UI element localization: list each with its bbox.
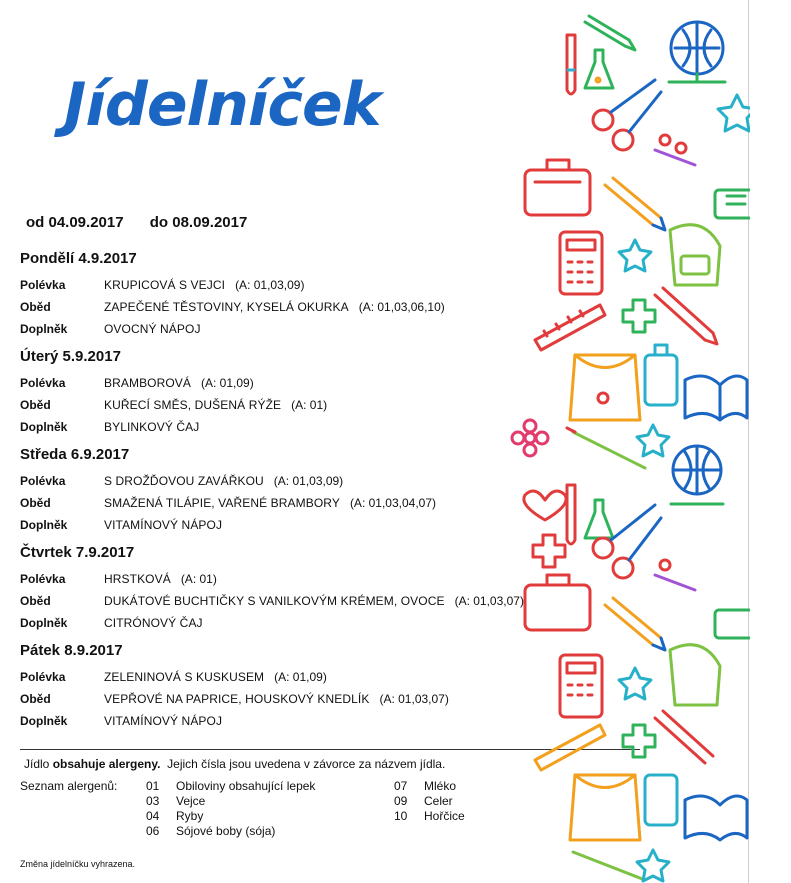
meal-type: Doplněk <box>20 322 68 336</box>
meal-row <box>20 688 580 710</box>
star-icon <box>637 850 669 881</box>
day-heading: Pátek 8.9.2017 <box>20 642 123 659</box>
plus-icon <box>533 535 565 567</box>
note-prefix: Jídlo <box>24 757 53 771</box>
glue-bottle-icon <box>645 775 677 825</box>
day-block <box>20 542 580 634</box>
meal-dish: DUKÁTOVÉ BUCHTIČKY S VANILKOVÝM KRÉMEM, OVOCE <box>104 594 445 608</box>
book-icon <box>685 376 747 420</box>
meal-row <box>20 274 580 296</box>
flower-icon <box>512 420 548 456</box>
backpack-icon <box>670 225 720 285</box>
date-from: od 04.09.2017 <box>26 214 124 231</box>
globe-icon <box>669 22 725 82</box>
meal-allergens: (A: 01,03,09) <box>235 278 305 292</box>
test-tube-icon <box>567 35 575 94</box>
meal-dish: VITAMÍNOVÝ NÁPOJ <box>104 518 223 532</box>
day-heading: Středa 6.9.2017 <box>20 446 130 463</box>
briefcase-icon <box>525 575 590 630</box>
star-icon <box>637 425 669 456</box>
footer-note: Změna jídelníčku vyhrazena. <box>20 859 136 869</box>
meal-dish: OVOCNÝ NÁPOJ <box>104 322 201 336</box>
paintbrush-icon <box>567 428 645 468</box>
meal-dish: BYLINKOVÝ ČAJ <box>104 420 200 434</box>
meal-dish: BRAMBOROVÁ <box>104 376 192 390</box>
meal-type: Oběd <box>20 398 51 412</box>
day-block <box>20 640 580 732</box>
school-doodle-decoration <box>505 0 750 883</box>
meal-row <box>20 710 580 732</box>
meal-type: Polévka <box>20 670 66 684</box>
eraser-icon <box>715 190 750 218</box>
briefcase-icon <box>525 160 590 215</box>
allergen-name: Celer <box>424 794 453 808</box>
meal-row <box>20 492 580 514</box>
allergen-num: 06 <box>146 824 160 838</box>
allergen-list-label: Seznam alergenů: <box>20 779 118 793</box>
allergen-name: Ryby <box>176 809 204 823</box>
meal-type: Polévka <box>20 572 66 586</box>
ruler-icon <box>535 305 605 350</box>
allergen-column <box>394 779 465 824</box>
flask-icon <box>585 500 613 538</box>
pencil-icon <box>655 711 713 763</box>
meal-type: Oběd <box>20 594 51 608</box>
meal-dish: VEPŘOVÉ NA PAPRICE, HOUSKOVÝ KNEDLÍK <box>104 692 370 706</box>
date-range <box>26 214 247 231</box>
pencil-icon <box>655 288 717 344</box>
star-icon <box>718 95 750 131</box>
meal-allergens: (A: 01,03,04,07) <box>349 496 436 510</box>
meal-type: Doplněk <box>20 714 68 728</box>
allergen-num: 01 <box>146 779 160 793</box>
note-rest: Jejich čísla jsou uvedena v závorce za názvem jídla. <box>160 757 446 771</box>
pencil-icon <box>585 16 635 50</box>
meal-row <box>20 318 580 340</box>
meal-dish: KUŘECÍ SMĚS, DUŠENÁ RÝŽE <box>104 398 282 412</box>
meal-type: Oběd <box>20 496 51 510</box>
heart-icon <box>524 491 566 520</box>
meal-allergens: (A: 01,03,06,10) <box>358 300 445 314</box>
eraser-icon <box>715 610 750 638</box>
meal-allergens: (A: 01,03,07) <box>379 692 449 706</box>
day-heading: Čtvrtek 7.9.2017 <box>20 544 135 561</box>
meal-type: Doplněk <box>20 616 68 630</box>
meal-dish: ZELENINOVÁ S KUSKUSEM <box>104 670 265 684</box>
book-icon <box>685 796 747 840</box>
glue-bottle-icon <box>645 345 677 405</box>
meal-row <box>20 568 580 590</box>
meal-type: Polévka <box>20 474 66 488</box>
meal-type: Polévka <box>20 376 66 390</box>
meal-row <box>20 416 580 438</box>
meal-row <box>20 296 580 318</box>
allergen-name: Obiloviny obsahující lepek <box>176 779 316 793</box>
meal-dish: KRUPICOVÁ S VEJCI <box>104 278 226 292</box>
meal-type: Polévka <box>20 278 66 292</box>
meal-type: Doplněk <box>20 518 68 532</box>
meal-dish: CITRÓNOVÝ ČAJ <box>104 616 203 630</box>
meal-allergens: (A: 01) <box>291 398 328 412</box>
crayon-icon <box>605 178 665 230</box>
paintbrush-icon <box>655 560 695 590</box>
meal-type: Doplněk <box>20 420 68 434</box>
plus-icon <box>623 725 655 757</box>
allergen-column <box>146 779 315 839</box>
allergen-item <box>394 809 465 824</box>
allergen-item <box>146 809 315 824</box>
meal-dish: ZAPEČENÉ TĚSTOVINY, KYSELÁ OKURKA <box>104 300 349 314</box>
meal-dish: S DROŽĎOVOU ZAVÁŘKOU <box>104 474 264 488</box>
scissors-icon <box>593 80 661 150</box>
allergen-item <box>146 794 315 809</box>
meal-dish: HRSTKOVÁ <box>104 572 171 586</box>
flask-icon <box>585 50 613 88</box>
meal-allergens: (A: 01,03,07) <box>454 594 524 608</box>
allergen-num: 03 <box>146 794 160 808</box>
meal-row <box>20 666 580 688</box>
ruler-icon <box>535 725 605 770</box>
menu-title: Jídelníček <box>64 70 381 140</box>
allergen-item <box>394 794 465 809</box>
day-heading: Pondělí 4.9.2017 <box>20 250 137 267</box>
allergen-name: Vejce <box>176 794 206 808</box>
meal-type: Oběd <box>20 692 51 706</box>
satchel-icon <box>570 355 640 420</box>
date-to: do 08.09.2017 <box>149 214 248 231</box>
meal-row <box>20 514 580 536</box>
meal-allergens: (A: 01,09) <box>201 376 254 390</box>
calculator-icon <box>560 655 602 717</box>
star-icon <box>619 240 651 271</box>
backpack-icon <box>670 645 720 705</box>
meal-row <box>20 372 580 394</box>
allergen-name: Sójové boby (sója) <box>176 824 276 838</box>
allergen-note <box>24 757 445 771</box>
day-heading: Úterý 5.9.2017 <box>20 348 121 365</box>
meal-allergens: (A: 01,03,09) <box>273 474 344 488</box>
allergen-item <box>394 779 465 794</box>
allergen-num: 07 <box>394 779 408 793</box>
meal-row <box>20 394 580 416</box>
star-icon <box>619 668 651 699</box>
meal-dish: SMAŽENÁ TILÁPIE, VAŘENÉ BRAMBORY <box>104 496 340 510</box>
globe-icon <box>671 446 723 504</box>
satchel-icon <box>570 775 640 840</box>
day-list <box>20 248 580 738</box>
allergen-name: Hořčice <box>424 809 465 823</box>
paintbrush-icon <box>573 852 645 880</box>
calculator-icon <box>560 232 602 294</box>
meal-allergens: (A: 01,09) <box>274 670 327 684</box>
meal-dish: VITAMÍNOVÝ NÁPOJ <box>104 714 223 728</box>
meal-row <box>20 470 580 492</box>
meal-row <box>20 590 580 612</box>
note-bold: obsahuje alergeny. <box>52 757 161 771</box>
test-tube-icon <box>567 485 575 544</box>
paintbrush-icon <box>655 135 695 165</box>
meal-row <box>20 612 580 634</box>
allergen-num: 10 <box>394 809 408 823</box>
meal-type: Oběd <box>20 300 51 314</box>
allergen-name: Mléko <box>424 779 457 793</box>
allergen-item <box>146 779 315 794</box>
crayon-icon <box>605 598 665 650</box>
day-block <box>20 248 580 340</box>
meal-allergens: (A: 01) <box>180 572 217 586</box>
day-block <box>20 346 580 438</box>
allergen-item <box>146 824 315 839</box>
allergen-num: 09 <box>394 794 408 808</box>
allergen-num: 04 <box>146 809 160 823</box>
plus-icon <box>623 300 655 332</box>
day-block <box>20 444 580 536</box>
